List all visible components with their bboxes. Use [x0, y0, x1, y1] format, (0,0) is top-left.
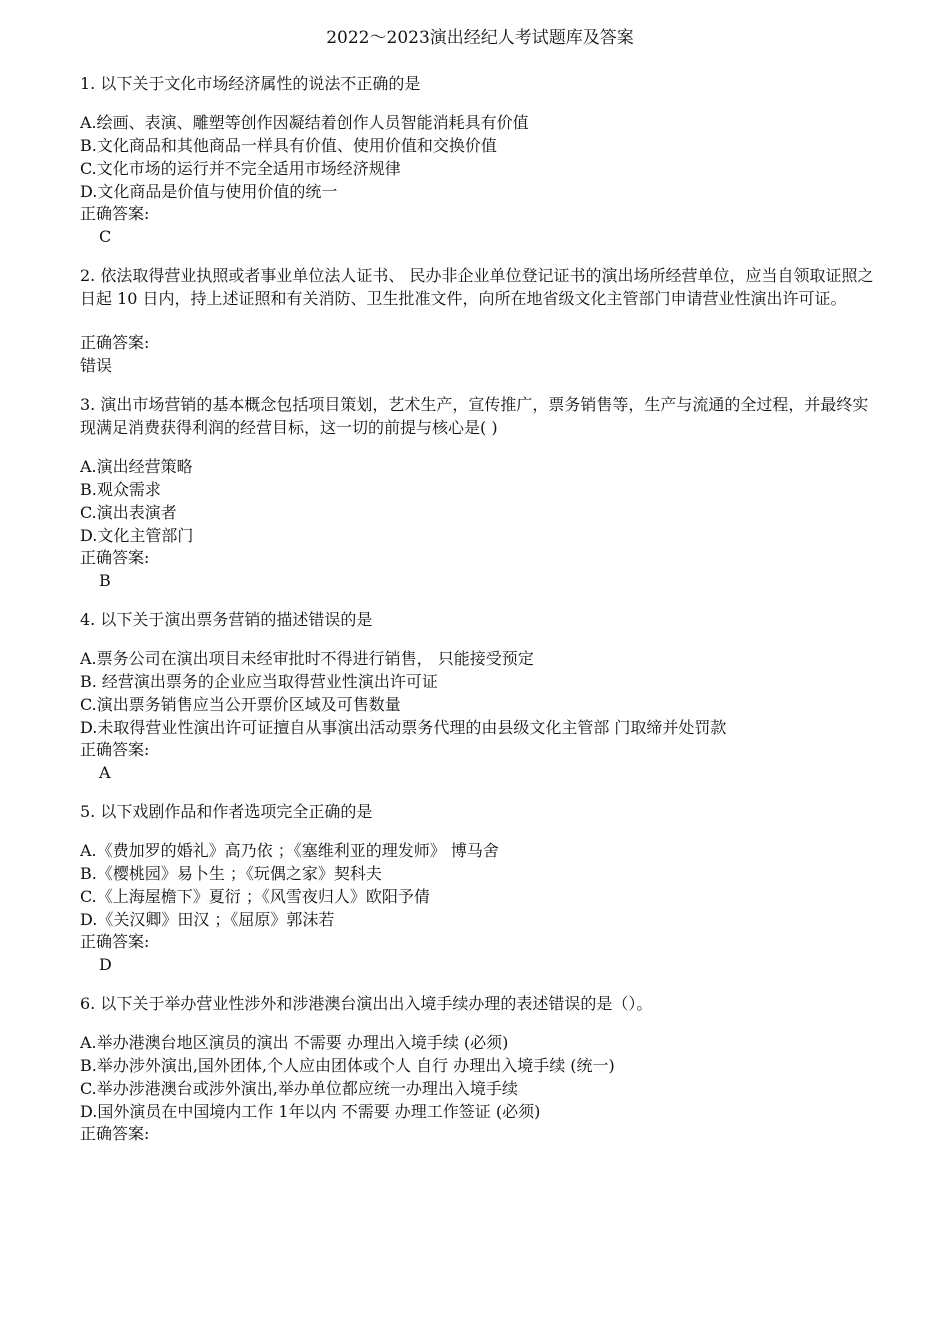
option-d: D.文化商品是价值与使用价值的统一 [80, 182, 338, 201]
option-c: C.《上海屋檐下》夏衍 ；《风雪夜归人》欧阳予倩 [80, 887, 430, 906]
answer-value: 错误 [80, 356, 113, 375]
answer-label: 正确答案: [80, 932, 150, 951]
answer-label: 正确答案: [80, 740, 150, 759]
option-d: D.《关汉卿》田汉 ；《屈原》郭沫若 [80, 910, 335, 929]
question-item [80, 992, 880, 1145]
answer-value: D [99, 955, 112, 974]
document-title: 2022～2023演出经纪人考试题库及答案 [326, 28, 634, 48]
option-d: D.国外演员在中国境内工作 1年以内 不需要 办理工作签证 (必须) [80, 1102, 541, 1121]
answer-label: 正确答案: [80, 1124, 150, 1143]
question-item [80, 608, 880, 784]
option-list [80, 455, 880, 547]
question-item [80, 800, 880, 976]
option-b: B.文化商品和其他商品一样具有价值、使用价值和交换价值 [80, 136, 497, 155]
question-item [80, 393, 880, 592]
option-c: C.演出票务销售应当公开票价区域及可售数量 [80, 695, 401, 714]
option-c: C.演出表演者 [80, 503, 177, 522]
question-text: 1. 以下关于文化市场经济属性的说法不正确的是 [80, 74, 421, 93]
answer-label: 正确答案: [80, 333, 150, 352]
option-a: A.票务公司在演出项目未经审批时不得进行销售， 只能接受预定 [80, 649, 534, 668]
question-text: 5. 以下戏剧作品和作者选项完全正确的是 [80, 802, 373, 821]
question-text: 3. 演出市场营销的基本概念包括项目策划，艺术生产，宣传推广，票务销售等，生产与流通的全过程，并最终实现满足消费获得利润的经营目标，这一切的前提与核心是( ) [80, 395, 869, 437]
answer-label: 正确答案: [80, 204, 150, 223]
question-item [80, 72, 880, 248]
option-d: D.文化主管部门 [80, 526, 194, 545]
question-text: 2. 依法取得营业执照或者事业单位法人证书、 民办非企业单位登记证书的演出场所经营单位，应当自领取证照之日起 10 日内，持上述证照和有关消防、卫生批准文件，向所在地省级文化主管部门申请营业性演出许可证。 [80, 266, 874, 308]
option-a: A.演出经营策略 [80, 457, 193, 476]
answer-value: B [99, 571, 111, 590]
option-b: B. 经营演出票务的企业应当取得营业性演出许可证 [80, 672, 438, 691]
option-a: A.举办港澳台地区演员的演出 不需要 办理出入境手续 (必须) [80, 1033, 509, 1052]
answer-value: A [99, 763, 111, 782]
answer-label: 正确答案: [80, 548, 150, 567]
answer-value: C [99, 227, 112, 246]
document-page [80, 26, 880, 1161]
option-b: B.举办涉外演出,国外团体,个人应由团体或个人 自行 办理出入境手续 (统一) [80, 1056, 615, 1075]
option-c: C.举办涉港澳台或涉外演出,举办单位都应统一办理出入境手续 [80, 1079, 518, 1098]
option-b: B.《樱桃园》易卜生 ；《玩偶之家》契科夫 [80, 864, 382, 883]
question-text: 6. 以下关于举办营业性涉外和涉港澳台演出出入境手续办理的表述错误的是（）。 [80, 994, 653, 1013]
option-c: C.文化市场的运行并不完全适用市场经济规律 [80, 159, 401, 178]
question-text: 4. 以下关于演出票务营销的描述错误的是 [80, 610, 373, 629]
option-list [80, 839, 880, 931]
option-a: A.《费加罗的婚礼》高乃依 ；《塞维利亚的理发师》 博马舍 [80, 841, 499, 860]
option-a: A.绘画、表演、雕塑等创作因凝结着创作人员智能消耗具有价值 [80, 113, 529, 132]
question-item [80, 264, 880, 377]
option-list [80, 1031, 880, 1123]
option-d: D.未取得营业性演出许可证擅自从事演出活动票务代理的由县级文化主管部 门取缔并处罚款 [80, 718, 727, 737]
option-list [80, 111, 880, 203]
option-b: B.观众需求 [80, 480, 161, 499]
option-list [80, 647, 880, 739]
